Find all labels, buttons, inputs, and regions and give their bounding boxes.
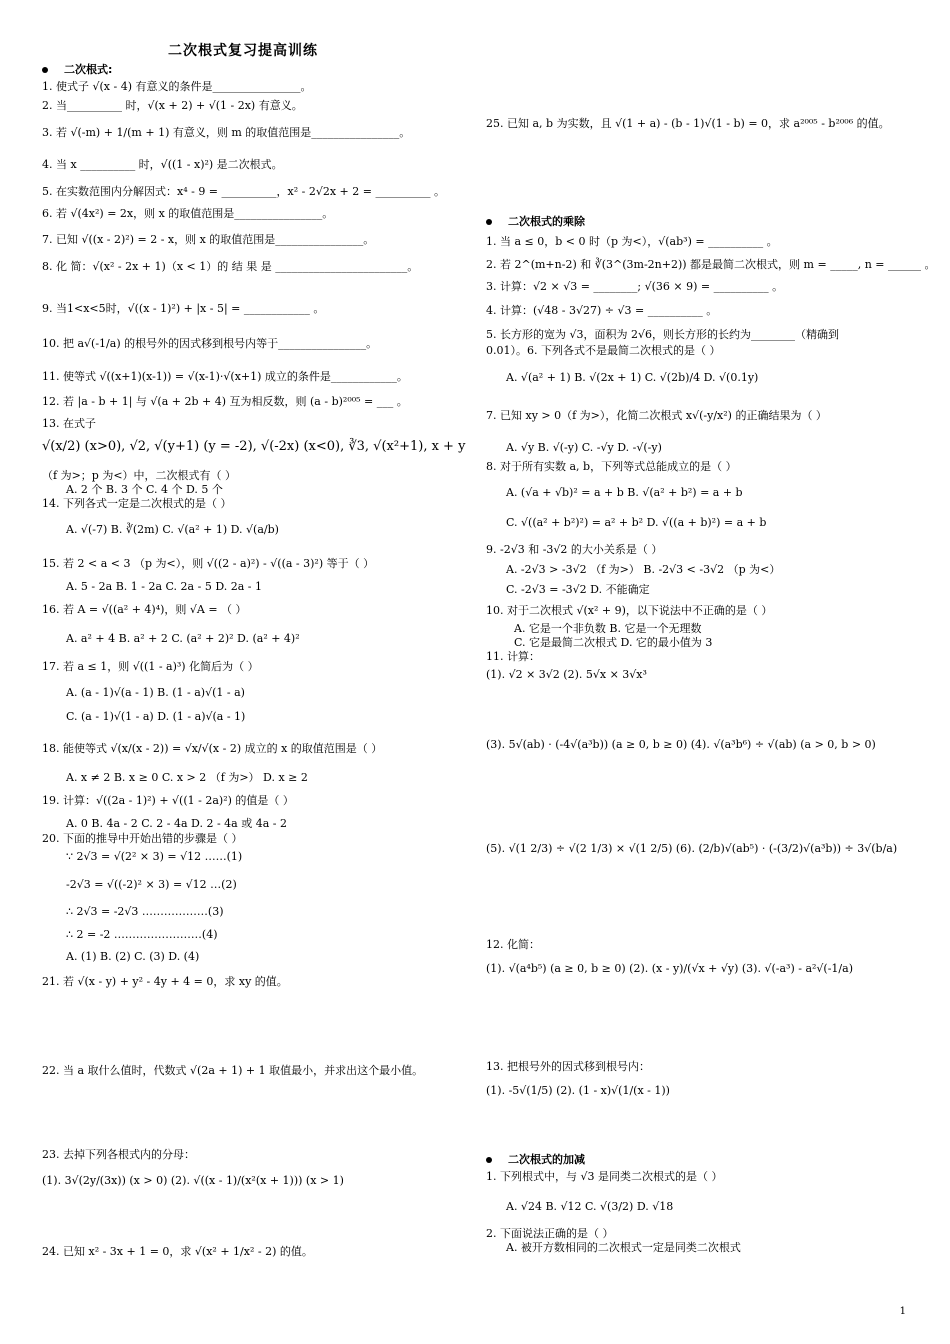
question-line: 6. 若 √(4x²) = 2x，则 x 的取值范围是________________。 (42, 207, 334, 220)
question-line: 12. 化简： (486, 938, 540, 951)
question-line: A. 0 B. 4a - 2 C. 2 - 4a D. 2 - 4a 或 4a - 2 (66, 817, 287, 830)
question-line: 25. 已知 a, b 为实数，且 √(1 + a) - (b - 1)√(1 - b) = 0，求 a²⁰⁰⁵ - b²⁰⁰⁶ 的值。 (486, 117, 890, 130)
question-line: A. 5 - 2a B. 1 - 2a C. 2a - 5 D. 2a - 1 (66, 580, 263, 593)
question-line: 3. 若 √(-m) + 1/(m + 1) 有意义，则 m 的取值范围是________________。 (42, 126, 411, 139)
question-line: A. √24 B. √12 C. √(3/2) D. √18 (506, 1200, 674, 1213)
question-line: 1. 下列根式中，与 √3 是同类二次根式的是（ ） (486, 1170, 723, 1183)
question-line: ∴ 2 = -2 ……………………(4) (66, 928, 218, 941)
section-heading (486, 1153, 585, 1167)
question-line: 4. 当 x __________ 时，√((1 - x)²) 是二次根式。 (42, 158, 283, 171)
question-line: C. -2√3 = -3√2 D. 不能确定 (506, 583, 650, 596)
page-number: 1 (899, 1306, 906, 1317)
question-line: 2. 当__________ 时，√(x + 2) + √(1 - 2x) 有意义。 (42, 99, 303, 112)
question-line: 19. 计算：√((2a - 1)²) + √((1 - 2a)²) 的值是（ ） (42, 794, 294, 807)
question-line: 15. 若 2 < a < 3 （p 为<），则 √((2 - a)²) - √((a - 3)²) 等于（ ） (42, 557, 375, 570)
question-line: 14. 下列各式一定是二次根式的是（ ） (42, 497, 232, 510)
question-line: 21. 若 √(x - y) + y² - 4y + 4 = 0，求 xy 的值。 (42, 975, 288, 988)
question-line: A. √(a² + 1) B. √(2x + 1) C. √(2b)/4 D. √(0.1y) (506, 371, 759, 384)
question-line: 22. 当 a 取什么值时，代数式 √(2a + 1) + 1 取值最小，并求出这个最小值。 (42, 1064, 424, 1077)
question-line: C. √((a² + b²)²) = a² + b² D. √((a + b)²) = a + b (506, 516, 767, 529)
question-line: A. 2 个 B. 3 个 C. 4 个 D. 5 个 (66, 483, 223, 496)
question-line: 5. 长方形的宽为 √3，面积为 2√6，则长方形的长约为________（精确到 (486, 328, 839, 341)
question-line: 1. 使式子 √(x - 4) 有意义的条件是________________。 (42, 80, 312, 93)
bullet-icon (486, 1157, 492, 1163)
question-line: 10. 对于二次根式 √(x² + 9)，以下说法中不正确的是（ ） (486, 604, 773, 617)
question-line: √(x/2) (x>0), √2, √(y+1) (y = -2), √(-2x) (x<0), ∛3, √(x²+1), x + y (42, 439, 466, 454)
question-line: 0.01）。6. 下列各式不是最简二次根式的是（ ） (486, 344, 721, 357)
bullet-icon (42, 67, 48, 73)
question-line: C. 它是最简二次根式 D. 它的最小值为 3 (514, 636, 713, 649)
question-line: 7. 已知 xy > 0（f 为>），化简二次根式 x√(-y/x²) 的正确结果为（ ） (486, 409, 827, 422)
question-line: 16. 若 A = √((a² + 4)⁴)，则 √A = （ ） (42, 603, 247, 616)
question-line: -2√3 = √((-2)² × 3) = √12 …(2) (66, 878, 237, 891)
question-line: 8. 化 简：√(x² - 2x + 1)（x < 1）的 结 果 是 ________________________。 (42, 260, 419, 273)
question-line: (1). -5√(1/5) (2). (1 - x)√(1/(x - 1)) (486, 1084, 670, 1097)
question-line: 13. 把根号外的因式移到根号内： (486, 1060, 650, 1073)
question-line: A. a² + 4 B. a² + 2 C. (a² + 2)² D. (a² + 4)² (66, 632, 300, 645)
question-line: C. (a - 1)√(1 - a) D. (1 - a)√(a - 1) (66, 710, 246, 723)
question-line: A. (√a + √b)² = a + b B. √(a² + b²) = a + b (506, 486, 743, 499)
question-line: 12. 若 |a - b + 1| 与 √(a + 2b + 4) 互为相反数，则 (a - b)²⁰⁰⁵ = ___ 。 (42, 395, 408, 408)
question-line: 24. 已知 x² - 3x + 1 = 0，求 √(x² + 1/x² - 2) 的值。 (42, 1245, 313, 1258)
section-title: 二次根式的乘除 (508, 215, 585, 228)
question-line: A. x ≠ 2 B. x ≥ 0 C. x > 2 （f 为>） D. x ≥ 2 (66, 771, 308, 784)
question-line: 23. 去掉下列各根式内的分母： (42, 1148, 195, 1161)
section-title: 二次根式: (64, 63, 113, 76)
question-line: (1). √(a⁴b⁵) (a ≥ 0, b ≥ 0) (2). (x - y)/(√x + √y) (3). √(-a³) - a²√(-1/a) (486, 962, 853, 975)
question-line: 3. 计算：√2 × √3 = ________; √(36 × 9) = __________ 。 (486, 280, 784, 293)
question-line: （f 为>；p 为<）中，二次根式有（ ） (42, 469, 237, 482)
question-line: 5. 在实数范围内分解因式：x⁴ - 9 = __________，x² - 2√2x + 2 = __________ 。 (42, 185, 445, 198)
section-heading (42, 63, 112, 77)
question-line: (1). √2 × 3√2 (2). 5√x × 3√x³ (486, 668, 647, 681)
question-line: 8. 对于所有实数 a, b，下列等式总能成立的是（ ） (486, 460, 737, 473)
question-line: 4. 计算：(√48 - 3√27) ÷ √3 = __________ 。 (486, 304, 718, 317)
question-line: 17. 若 a ≤ 1，则 √((1 - a)³) 化简后为（ ） (42, 660, 259, 673)
page-title: 二次根式复习提高训练 (168, 43, 318, 59)
question-line: 1. 当 a ≤ 0，b < 0 时（p 为<），√(ab³) = __________ 。 (486, 235, 778, 248)
question-line: (1). 3√(2y/(3x)) (x > 0) (2). √((x - 1)/(x²(x + 1))) (x > 1) (42, 1174, 344, 1187)
question-line: A. (1) B. (2) C. (3) D. (4) (66, 950, 200, 963)
section-title: 二次根式的加减 (508, 1153, 585, 1166)
question-line: 9. -2√3 和 -3√2 的大小关系是（ ） (486, 543, 663, 556)
question-line: A. √y B. √(-y) C. -√y D. -√(-y) (506, 441, 662, 454)
question-line: 18. 能使等式 √(x/(x - 2)) = √x/√(x - 2) 成立的 x 的取值范围是（ ） (42, 742, 383, 755)
question-line: 7. 已知 √((x - 2)²) = 2 - x，则 x 的取值范围是________________。 (42, 233, 375, 246)
question-line: 2. 下面说法正确的是（ ） (486, 1227, 614, 1240)
question-line: A. 它是一个非负数 B. 它是一个无理数 (514, 622, 702, 635)
question-line: 2. 若 2^(m+n-2) 和 ∛(3^(3m-2n+2)) 都是最简二次根式，则 m = _____, n = ______ 。 (486, 258, 936, 271)
question-line: 9. 当1<x<5时，√((x - 1)²) + |x - 5| = ____________ 。 (42, 302, 325, 315)
question-line: ∴ 2√3 = -2√3 ………………(3) (66, 905, 224, 918)
question-line: 11. 计算： (486, 650, 540, 663)
question-line: A. (a - 1)√(a - 1) B. (1 - a)√(1 - a) (66, 686, 245, 699)
question-line: A. -2√3 > -3√2 （f 为>） B. -2√3 < -3√2 （p 为<） (506, 563, 781, 576)
question-line: (5). √(1 2/3) ÷ √(2 1/3) × √(1 2/5) (6). (2/b)√(ab⁵) · (-(3/2)√(a³b)) ÷ 3√(b/a) (486, 842, 898, 855)
question-line: (3). 5√(ab) · (-4√(a³b)) (a ≥ 0, b ≥ 0) (4). √(a³b⁶) ÷ √(ab) (a > 0, b > 0) (486, 738, 876, 751)
question-line: ∵ 2√3 = √(2² × 3) = √12 ……(1) (66, 850, 243, 863)
question-line: A. 被开方数相同的二次根式一定是同类二次根式 (506, 1241, 741, 1254)
question-line: 20. 下面的推导中开始出错的步骤是（ ） (42, 832, 243, 845)
question-line: 13. 在式子 (42, 417, 96, 430)
question-line: 10. 把 a√(-1/a) 的根号外的因式移到根号内等于________________。 (42, 337, 378, 350)
question-line: 11. 使等式 √((x+1)(x-1)) = √(x-1)·√(x+1) 成立的条件是____________。 (42, 370, 408, 383)
bullet-icon (486, 219, 492, 225)
question-line: A. √(-7) B. ∛(2m) C. √(a² + 1) D. √(a/b) (66, 523, 279, 536)
section-heading (486, 215, 585, 229)
